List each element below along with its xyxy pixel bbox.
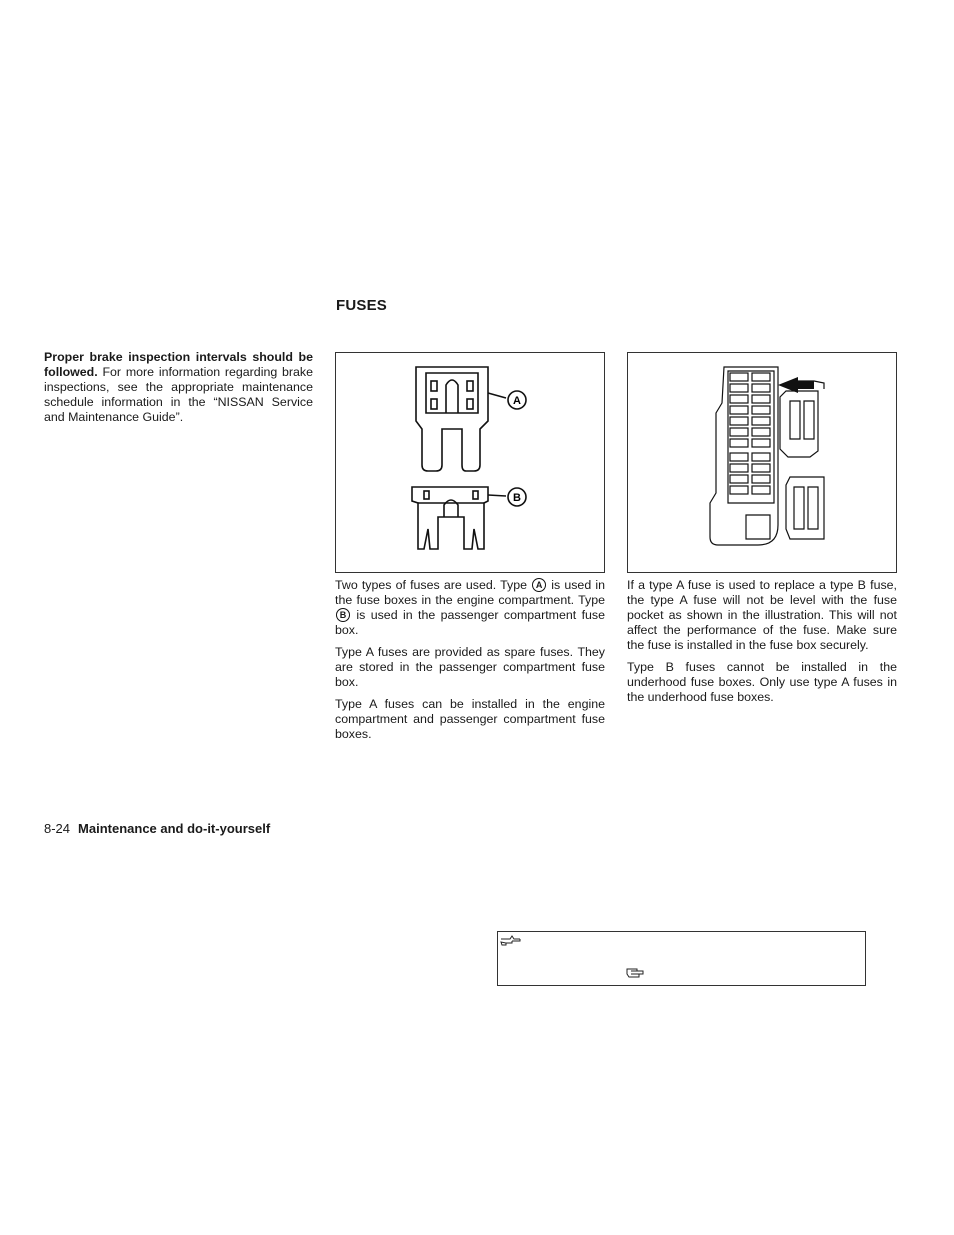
fuse-b-terminal-right [473,491,478,499]
fuse-a-window [426,373,478,413]
fuse-pocket-upper-cells [790,401,814,439]
pointing-hand-icon [500,934,522,948]
right-column [627,578,897,712]
page-footer [44,821,270,836]
fuse-a-contact-right [467,399,473,409]
arrow-shaft [796,381,814,389]
fuse-a-terminal-left [431,381,437,391]
fuse-types-text-3: is used in the passenger compartment fuse box. [335,608,605,637]
fuse-types-text-2: is used in the fuse boxes in the engine compartment. Type [335,578,605,607]
fuse-types-text-1: Two types of fuses are used. Type [335,578,532,592]
fuse-b-terminal-left [424,491,429,499]
marker-b-icon: B [336,608,350,622]
spare-fuses-paragraph: Type A fuses are provided as spare fuses. They are stored in the passenger compartment fuse box. [335,645,605,689]
fuse-a-label: A [513,395,521,407]
fuse-box-figure [627,352,897,573]
fuse-types-illustration [336,353,604,572]
note-box [497,931,866,986]
fuse-a-leader [488,393,506,398]
fuse-slot-grid [730,373,770,494]
fuse-b-leader [488,495,506,496]
fuse-box-illustration [628,353,896,572]
fuse-a-terminal-right [467,381,473,391]
fuse-types-paragraph [335,578,605,638]
left-column [44,350,313,432]
page-number: 8-24 [44,821,71,836]
brake-inspection-text: For more information regarding brake inspections, see the appropriate maintenance schedule information in the “NISSAN Service and Maintenance Guide”. [44,365,313,424]
fuse-box-outline [710,367,778,545]
hand-icon [625,966,645,980]
type-b-restriction-paragraph: Type B fuses cannot be installed in the underhood fuse boxes. Only use type A fuses in the underhood fuse boxes. [627,660,897,704]
chapter-title: Maintenance and do-it-yourself [78,821,271,836]
type-a-replace-paragraph: If a type A fuse is used to replace a type B fuse, the type A fuse will not be level with the fuse pocket as shown in the illustration. This will not affect the performance of the fuse. Make sure the fuse is installed in the fuse box securely. [627,578,897,652]
middle-column [335,578,605,749]
fuse-types-figure [335,352,605,573]
fuse-box-connector [746,515,770,539]
fuse-pocket-lower-cells [794,487,818,529]
marker-a-icon: A [532,578,546,592]
section-heading: FUSES [336,297,388,314]
brake-inspection-paragraph [44,350,313,425]
fuse-b-label: B [513,492,521,504]
type-a-install-paragraph: Type A fuses can be installed in the engine compartment and passenger compartment fuse boxes. [335,697,605,741]
fuse-a-element [446,380,458,413]
fuse-a-contact-left [431,399,437,409]
brake-inspection-lead: Proper brake inspection intervals should be followed. [44,350,313,379]
